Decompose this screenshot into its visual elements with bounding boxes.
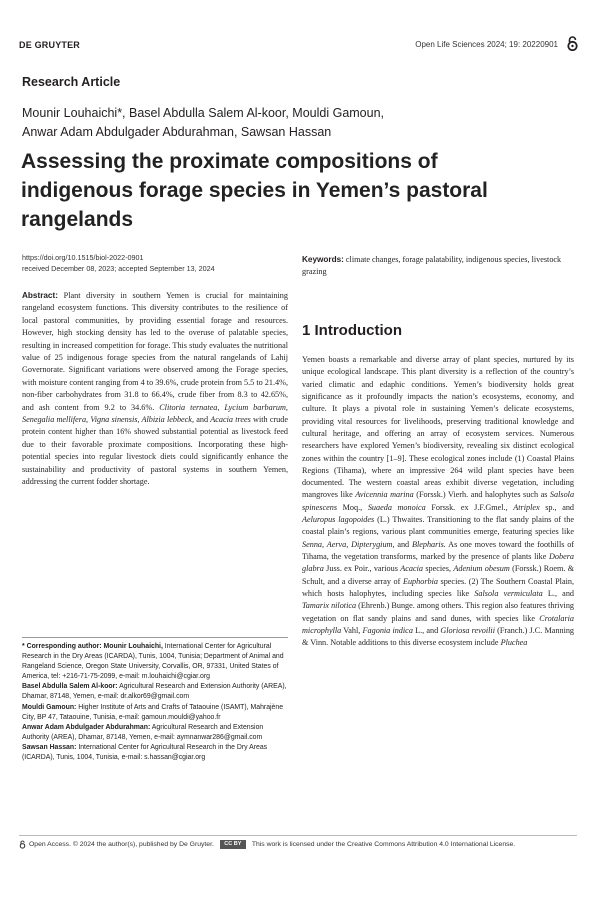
species-name: Euphorbia — [402, 576, 438, 586]
species-name: Blepharis. — [411, 539, 446, 549]
footnote-label: Sawsan Hassan: — [22, 743, 77, 751]
authors-line-2: Anwar Adam Abdulgader Abdurahman, Sawsan Hassan — [22, 125, 332, 139]
intro-text: (Forssk.) Roem. & Schult, and a diverse array of — [302, 564, 575, 586]
keywords-text: climate changes, forage palatability, indigenous species, livestock grazing — [302, 255, 562, 277]
intro-text: As one moves toward the foothills of Tihama, the vegetation transforms, marked by the presence of plants like — [302, 539, 575, 561]
intro-text: L., and — [547, 588, 575, 598]
abstract-text-1: Plant diversity in southern Yemen is crucial for maintaining rangeland ecosystem functions. This diversity contributes to the resilience of local pastoral communities, by providing essential forage and resources. However, high stocking density has led to the overuse of palatable species, resulting in increased competition for forage. This study evaluates the nutritional value of 25 indigenous forage species from the natural rangelands of Lahij Governorate. Significant variations were observed among the Forage species, with moisture content ranging from 4 to 39.6%, crude protein from 5.5 to 21.4%, non-fiber carbohydrates from 31.8 to 66.4%, crude fiber from 8.3 to 42.65%, and ash content from 9.2 to 34.6%. — [22, 291, 288, 412]
species-name: Gloriosa revoilii — [440, 625, 495, 635]
article-dates: received December 08, 2023; accepted September 13, 2024 — [22, 264, 215, 273]
footnote-author — [22, 743, 290, 763]
species-name: Aeluropus lagopoides — [302, 515, 375, 525]
footnote-author — [22, 723, 290, 743]
intro-text: Forssk. ex J.F.Gmel., — [431, 502, 508, 512]
article-type: Research Article — [22, 75, 121, 89]
introduction-body — [302, 354, 574, 650]
article-title: Assessing the proximate compositions of indigenous forage species in Yemen’s pastoral rangelands — [21, 150, 488, 231]
page-footer — [19, 840, 579, 849]
intro-text: sp., and — [545, 502, 575, 512]
species-name: Acacia — [400, 564, 423, 574]
footnote-text: Higher Institute of Arts and Crafts of Tataouine (ISAMT), Mahrajène City, BP 47, Tataouine, Tunisia, e-mail: gamoun.mouldi@yahoo.fr — [22, 703, 284, 721]
footnote-author — [22, 682, 290, 702]
species-name: Pluchea — [500, 638, 528, 648]
footnote-label: * Corresponding author: Mounir Louhaichi, — [22, 643, 163, 650]
footnote-author — [22, 703, 290, 723]
authors-line-1: Mounir Louhaichi*, Basel Abdulla Salem Al-koor, Mouldi Gamoun, — [22, 106, 385, 120]
footnote-text: International Center for Agricultural Research in the Dry Areas (ICARDA), Tunis, 1004, Tunisia, e-mail: s.hassan@cgiar.org — [22, 743, 268, 762]
intro-text: (Franch.) J.C. Manning & Vinn. Notable additions to this diverse ecosystem include — [302, 625, 575, 648]
section-heading-introduction: 1 Introduction — [302, 322, 402, 339]
author-list — [22, 104, 442, 142]
license-statement: This work is licensed under the Creative Commons Attribution 4.0 International License. — [251, 841, 516, 848]
intro-text: Juss. ex Poir., various — [326, 564, 398, 574]
species-name: Salsola spinescens — [302, 490, 575, 512]
footnote-divider — [22, 637, 288, 638]
intro-text: species. (2) The Southern Coastal Plain, which hosts halophytes, including species like — [302, 576, 575, 598]
article-meta — [22, 252, 215, 274]
intro-text: Vahl, — [343, 625, 361, 635]
intro-text: Yemen boasts a remarkable and diverse array of plant species, nurtured by its unique ecological landscape. This plant diversity is a reflection of the country’s varied climatic and edaphic conditions. Yemen’s biodiversity holds great significance as it profoundly impacts the nation’s ecosystems, economy, and culture. It plays a pivotal role in sustaining Yemen’s delicate ecosystems, providing vital resources for livelihoods, preserving traditional knowledge and cultural heritage, and offering an array of ecosystem services. Numerous researchers have explored Yemen’s biodiversity, revealing six distinct ecological zones within the country [1–9]. These ecological zones include (1) Coastal Plains Regions (Tihama), where an impressive 264 wild plant species have been documented. The western coastal areas exhibit diverse vegetation, including mangroves like — [302, 355, 574, 500]
species-name: Avicennia marina — [355, 490, 414, 500]
abstract-species: Clitoria ternatea, Lycium barbarum, Senegalia mellifera, Vigna sinensis, Albizia lebbeck, — [22, 402, 288, 425]
footnote-text: Agricultural Research and Extension Authority (AREA), Dhamar, 87148, Yemen, e-mail: aymnanwar286@gmail.com — [22, 723, 264, 741]
abstract — [22, 290, 288, 489]
open-access-statement: Open Access. © 2024 the author(s), published by De Gruyter. — [29, 841, 214, 848]
intro-text: and — [397, 539, 410, 549]
open-access-lock-icon — [566, 36, 579, 51]
species-name: Adenium obesum — [453, 564, 510, 574]
footnote-label: Anwar Adam Abdulgader Abdurahman: — [22, 723, 151, 731]
open-access-icon — [19, 840, 26, 849]
species-name: Atriplex — [513, 502, 540, 512]
footnote-text: International Center for Agricultural Research in the Dry Areas (ICARDA), Tunis, 1004, Tunisia; Department of Animal and Rangeland Science, Oregon State University, Corvallis, OR, 97331, United States of America, tel: +216-71-75-2099, e-mail: m.louhaichi@cgiar.org — [22, 643, 284, 681]
footnote-label: Basel Abdulla Salem Al-koor: — [22, 683, 118, 691]
intro-text: L., and — [415, 625, 439, 635]
intro-text: species, — [425, 564, 452, 574]
abstract-and: and — [196, 415, 209, 425]
species-name: Suaeda monoica — [367, 502, 426, 512]
abstract-label: Abstract: — [22, 291, 58, 300]
abstract-text-2: with crude protein content higher than 16% showed substantial potential as livestock feed due to their favorable proximate compositions. Incorporating these high-potential species into regular livestock diets could significantly enhance the sustainability and productivity of pastoral systems in southern Yemen, addressing the current fodder shortage. — [22, 415, 289, 487]
footer-divider — [19, 835, 577, 836]
author-footnotes — [22, 642, 290, 763]
footnote-corresponding-author — [22, 642, 290, 682]
keywords-label: Keywords: — [302, 255, 344, 264]
intro-text: Moq., — [342, 502, 363, 512]
species-name: Tamarix nilotica — [302, 601, 357, 611]
species-name: Senna, Aerva, Dipterygium, — [302, 539, 395, 549]
abstract-species-2: Acacia trees — [210, 415, 251, 425]
species-name: Fagonia indica — [362, 625, 413, 635]
footnote-label: Mouldi Gamoun: — [22, 703, 77, 711]
publisher-name: DE GRUYTER — [19, 40, 81, 50]
intro-text: (Forssk.) Vierh. and halophytes such as — [416, 490, 548, 500]
species-name: Salsola vermiculata — [474, 588, 543, 598]
intro-text: (Ehrenb.) Bunge. among others. This region also features thriving vegetation on flat sandy plains and sand dunes, with species like — [302, 601, 575, 623]
keywords — [302, 254, 574, 279]
species-name: Crotalaria microphylla — [302, 613, 575, 635]
species-name: Dobera glabra — [302, 552, 574, 574]
cc-by-badge[interactable]: CC BY — [220, 840, 246, 849]
intro-text: (L.) Thwaites. Transitioning to the flat sandy plains of the coastal plain’s regions, various plant communities emerge, featuring species like — [302, 515, 575, 537]
doi-link[interactable]: https://doi.org/10.1515/biol-2022-0901 — [22, 253, 144, 262]
journal-reference: Open Life Sciences 2024; 19: 20220901 — [415, 40, 558, 49]
footnote-text: Agricultural Research and Extension Authority (AREA), Dhamar, 87148, Yemen, e-mail: dr.alkor69@gmail.com — [22, 683, 287, 701]
